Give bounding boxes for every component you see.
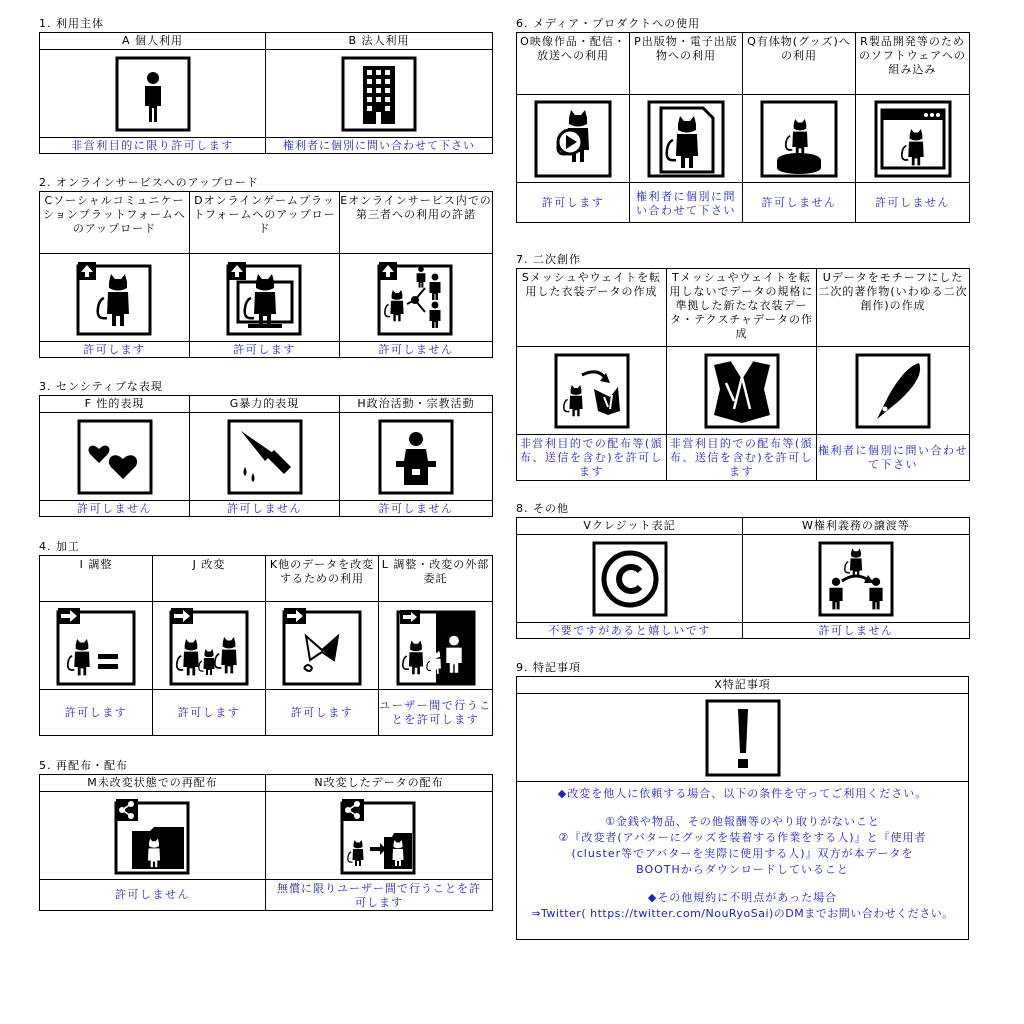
redistribute-icon [114, 797, 192, 875]
header-video: O映像作品・配信・放送への利用 [517, 33, 630, 95]
result-publication: 権利者に個別に問い合わせて下さい [630, 183, 743, 223]
section-title: 6. メディア・プロダクトへの使用 [516, 17, 701, 30]
transfer-icon [818, 541, 894, 617]
building-icon [341, 56, 417, 132]
section-title: 9. 特記事項 [516, 661, 581, 674]
section-media-product [516, 15, 970, 235]
figure-icon [760, 100, 838, 178]
result-redistribute: 許可しません [40, 880, 266, 911]
result-sns-upload: 許可します [40, 342, 190, 358]
result-third-party-license: 許可しません [340, 342, 493, 358]
adjust-icon [56, 606, 136, 686]
outsource-icon [396, 606, 476, 686]
note-request-conditions: ◆改変を他人に依頼する場合、以下の条件を守ってご利用ください。 [557, 787, 928, 800]
section-usage-subject [39, 15, 493, 155]
result-adjust: 許可します [40, 690, 153, 736]
note-contact-heading: ◆その他規約に不明点があった場合 [647, 891, 838, 904]
result-game-upload: 許可します [190, 342, 340, 358]
header-corporate-use: B 法人利用 [266, 33, 493, 50]
section-special-notes [516, 659, 970, 941]
header-outsource: L 調整・改変の外部委託 [379, 556, 493, 602]
section-title: 5. 再配布・配布 [39, 759, 128, 772]
result-political-religious: 許可しません [340, 501, 493, 517]
header-use-for-other: K他のデータを改変するための利用 [266, 556, 379, 602]
note-contact-twitter: ⇒Twitter( https://twitter.com/NouRyoSai)のDMまでお問い合わせください。 [531, 907, 954, 920]
podium-icon [378, 419, 454, 495]
result-new-clothes: 非営利目的での配布等(頒布、送信を含む)を許可します [667, 435, 817, 481]
modify-icon [169, 606, 249, 686]
result-transfer: 許可しません [743, 623, 970, 639]
result-derivative: 権利者に個別に問い合わせて下さい [817, 435, 970, 481]
header-personal-use: A 個人利用 [40, 33, 266, 50]
section-redistribution [39, 757, 493, 913]
result-distribute-modified: 無償に限りユーザー間で行うことを許可します [266, 880, 493, 911]
exclamation-icon [705, 699, 781, 777]
result-outsource: ユーザー間で行うことを許可します [379, 690, 493, 736]
header-sns-upload: Cソーシャルコミュニケーションプラットフォームへのアップロード [40, 192, 190, 254]
note-spacer [523, 802, 962, 814]
header-sexual: F 性的表現 [40, 396, 190, 413]
use-for-other-icon [282, 606, 362, 686]
header-credit: Vクレジット表記 [517, 518, 743, 535]
result-software: 許可しません [856, 183, 970, 223]
header-software: R製品開発等のためのソフトウェアへの組み込み [856, 33, 970, 95]
game-upload-icon [226, 260, 304, 336]
result-violent: 許可しません [190, 501, 340, 517]
section-title: 1. 利用主体 [39, 17, 104, 30]
result-video: 許可します [517, 183, 630, 223]
person-icon [115, 56, 191, 132]
header-violent: G暴力的表現 [190, 396, 340, 413]
result-use-for-other: 許可します [266, 690, 379, 736]
header-transfer: W権利義務の譲渡等 [743, 518, 970, 535]
software-icon [874, 100, 952, 178]
header-reuse-mesh: Sメッシュやウェイトを転用した衣装データの作成 [517, 269, 667, 347]
header-publication: P出版物・電子出版物への利用 [630, 33, 743, 95]
header-goods: Q有体物(グッズ)への利用 [743, 33, 856, 95]
distribute-modified-icon [340, 797, 418, 875]
header-new-clothes: Tメッシュやウェイトを転用しないでデータの規格に準拠した新たな衣装データ・テクスチャデータの作成 [667, 269, 817, 347]
header-game-upload: Dオンラインゲームプラットフォームへのアップロード [190, 192, 340, 254]
result-sexual: 許可しません [40, 501, 190, 517]
result-personal-use: 非営利目的に限り許可します [40, 138, 266, 154]
knife-icon [227, 419, 303, 495]
share-third-party-icon [377, 260, 455, 336]
section-online-upload [39, 174, 493, 360]
header-derivative: Uデータをモチーフにした二次的著作物(いわゆる二次創作)の作成 [817, 269, 970, 347]
header-third-party-license: Eオンラインサービス内での第三者への利用の許諾 [340, 192, 493, 254]
copyright-icon [592, 541, 668, 617]
note-condition-2: ②『改変者(アバターにグッズを装着する作業をする人)』と『使用者(cluster等でアバターを実際に使用する人)』双方が本データをBOOTHからダウンロードしていること [558, 831, 927, 876]
section-title: 4. 加工 [39, 540, 80, 553]
header-modify: J 改変 [153, 556, 266, 602]
section-title: 8. その他 [516, 502, 569, 515]
section-title: 2. オンラインサービスへのアップロード [39, 176, 259, 189]
sns-upload-icon [76, 260, 154, 336]
result-reuse-mesh: 非営利目的での配布等(頒布、送信を含む)を許可します [517, 435, 667, 481]
section-sensitive-expression [39, 378, 493, 520]
section-title: 7. 二次創作 [516, 253, 581, 266]
pen-icon [855, 353, 931, 429]
result-credit: 不要ですがあると嬉しいです [517, 623, 743, 639]
header-redistribute: M未改変状態での再配布 [40, 775, 266, 792]
section-other [516, 500, 970, 642]
publication-icon [647, 100, 725, 178]
section-modification [39, 538, 493, 740]
section-derivative-works [516, 251, 970, 483]
result-modify: 許可します [153, 690, 266, 736]
note-condition-1: ①金銭や物品、その他報酬等のやり取りがないこと [605, 815, 880, 828]
section-title: 3. センシティブな表現 [39, 380, 163, 393]
result-corporate-use: 権利者に個別に問い合わせて下さい [266, 138, 493, 154]
new-clothes-icon [704, 353, 780, 429]
header-adjust: I 調整 [40, 556, 153, 602]
header-political-religious: H政治活動・宗教活動 [340, 396, 493, 413]
result-goods: 許可しません [743, 183, 856, 223]
header-distribute-modified: N改変したデータの配布 [266, 775, 493, 792]
reuse-mesh-icon [554, 353, 630, 429]
note-spacer [523, 878, 962, 890]
hearts-icon [77, 419, 153, 495]
video-icon [534, 100, 612, 178]
header-special-notes: X特記事項 [517, 677, 969, 694]
